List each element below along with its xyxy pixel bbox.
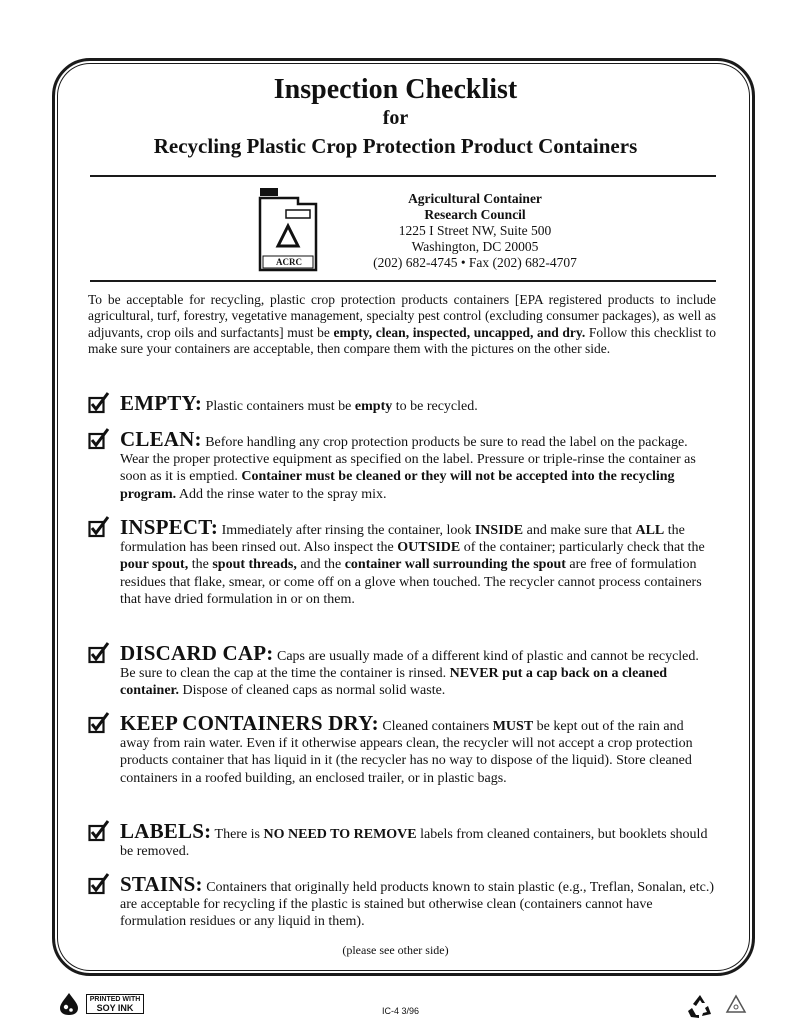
item-bold: empty	[354, 399, 393, 414]
item-bold: pour spout,	[120, 557, 189, 573]
item-bold: container wall surrounding the spout	[344, 557, 566, 573]
checklist-item-clean	[88, 427, 716, 503]
checkbox-checked-icon	[88, 428, 110, 450]
checklist-item-labels	[88, 819, 716, 860]
org-address2: Washington, DC 20005	[411, 239, 539, 254]
item-bold: Container must be cleaned or they will not be accepted into the recycling program.	[120, 469, 675, 502]
checklist-item-inspect	[88, 515, 716, 608]
checkbox-checked-icon	[88, 516, 110, 538]
soy-ink-badge	[56, 992, 144, 1016]
intro-paragraph	[88, 292, 716, 358]
item-text: Cleaned containers	[378, 719, 493, 734]
soy-ink-text	[86, 994, 144, 1014]
item-text: the	[188, 557, 213, 573]
recycle-outline-icon	[722, 992, 750, 1020]
item-text: and the	[296, 557, 345, 573]
title-for: for	[382, 107, 409, 129]
item-text: Immediately after rinsing the container, look	[218, 523, 475, 538]
page-title: Inspection Checklist	[273, 74, 518, 105]
soy-drop-icon	[56, 992, 82, 1016]
item-text: Dispose of cleaned caps as normal solid waste.	[178, 683, 446, 699]
intro-text-1: To be acceptable for recycling, plastic crop protection products containers [EPA registered products to include agricultural, turf, forestry, vegetative management, specialty pest control (excluding consumer packages), as well as adjuvants, crop oils and surfactants] must be	[88, 292, 716, 340]
org-name-line1: Agricultural Container	[408, 191, 542, 206]
checkbox-checked-icon	[88, 712, 110, 734]
item-bold: spout threads,	[212, 557, 297, 573]
item-text: Before handling any crop protection products be sure to read the label on the package. Wear the proper protective equipment as specified on the label. Pressure or triple-rinse the container as soon as it is emptied.	[120, 435, 696, 485]
item-bold: NEVER put a cap back on a cleaned container.	[120, 666, 668, 699]
form-code: IC-4 3/96	[382, 1006, 420, 1016]
item-heading: DISCARD CAP:	[120, 641, 274, 665]
page-subtitle: Recycling Plastic Crop Protection Product Containers	[153, 134, 638, 158]
org-name-line2: Research Council	[424, 207, 526, 222]
soy-line1: PRINTED WITH	[89, 996, 141, 1003]
item-text: Plastic containers must be	[202, 399, 355, 414]
checkbox-checked-icon	[88, 820, 110, 842]
item-text: the formulation has been rinsed out. Also inspect the	[120, 523, 685, 556]
item-text: and make sure that	[523, 523, 636, 538]
item-text: Add the rinse water to the spray mix.	[176, 486, 387, 502]
item-text: Caps are usually made of a different kind of plastic and cannot be recycled. Be sure to clean the cap at the time the container is rinsed.	[120, 649, 699, 682]
soy-line2: SOY INK	[96, 1003, 134, 1013]
item-text: to be recycled.	[392, 399, 478, 414]
org-phone: (202) 682-4745 • Fax (202) 682-4707	[373, 255, 577, 270]
org-address1: 1225 I Street NW, Suite 500	[398, 223, 552, 238]
checklist-item-empty	[88, 391, 716, 415]
checkbox-checked-icon	[88, 873, 110, 895]
item-text: of the container; particularly check that the	[460, 540, 705, 556]
item-bold: OUTSIDE	[397, 540, 461, 556]
item-heading: STAINS:	[120, 872, 203, 896]
item-text: labels from cleaned containers, but booklets should be removed.	[120, 827, 708, 860]
item-heading: EMPTY:	[120, 391, 203, 415]
item-bold: INSIDE	[474, 523, 524, 538]
item-bold: ALL	[635, 523, 665, 538]
org-rule	[90, 280, 716, 282]
checklist-item-keep-dry	[88, 711, 716, 787]
header-rule	[90, 175, 716, 177]
intro-text-2: Follow this checklist to make sure your containers are acceptable, then compare them with the pictures on the other side.	[88, 324, 716, 357]
acrc-logo-text: ACRC	[276, 257, 302, 267]
item-text: be kept out of the rain and away from rain water. Even if it otherwise appears clean, the recycler will not accept a crop protection products container that has liquid in it (the recycler has no way to dispose of the liquid). Store cleaned containers in a roofed building, an enclosed trailer, or in plastic bags.	[120, 719, 693, 786]
item-heading: CLEAN:	[120, 427, 202, 451]
intro-bold: empty, clean, inspected, uncapped, and dry.	[333, 324, 586, 340]
item-text: There is	[211, 827, 264, 842]
checkbox-checked-icon	[88, 642, 110, 664]
recycle-icon	[686, 992, 714, 1020]
item-bold: NO NEED TO REMOVE	[263, 827, 417, 842]
item-heading: LABELS:	[120, 819, 212, 843]
org-info	[325, 191, 625, 271]
checkbox-checked-icon	[88, 392, 110, 414]
checklist-item-stains	[88, 872, 716, 931]
checklist-item-discard-cap	[88, 641, 716, 700]
item-text: are free of formulation residues that flake, smear, or come off on a glove when touched. The recycler cannot process containers that have dried formulation in or on them.	[120, 557, 702, 607]
item-heading: KEEP CONTAINERS DRY:	[120, 711, 379, 735]
item-bold: MUST	[492, 719, 534, 734]
item-text: Containers that originally held products known to stain plastic (e.g., Treflan, Sonalan, etc.) are acceptable for recycling if the plastic is stained but otherwise clean (containers cannot have formulation residues or any liquid in them).	[120, 880, 715, 930]
item-heading: INSPECT:	[120, 515, 219, 539]
see-other-side-note: (please see other side)	[342, 943, 449, 957]
